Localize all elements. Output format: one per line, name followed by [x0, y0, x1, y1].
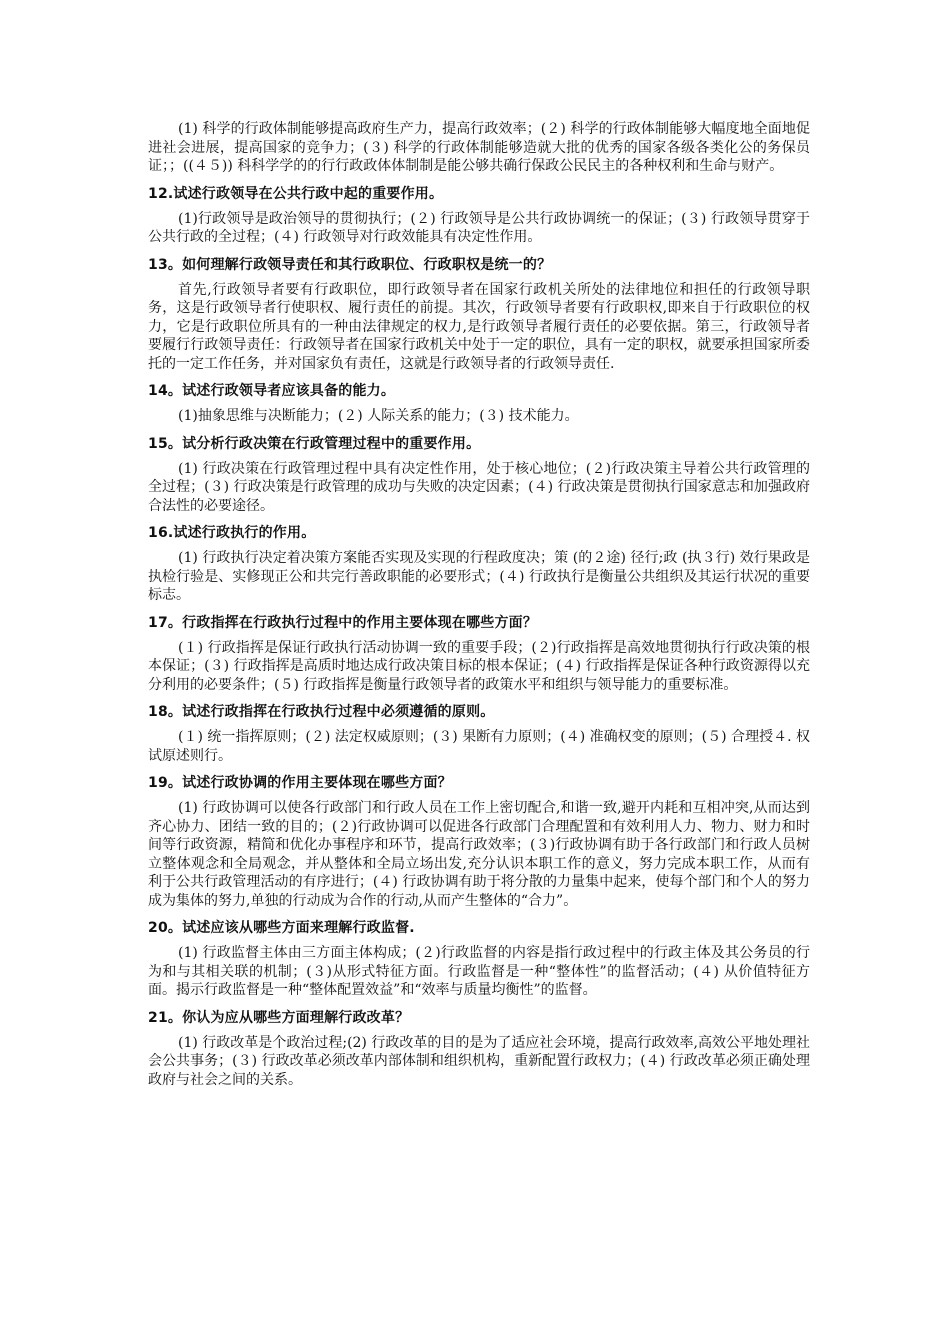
- answer-text: (1) 行政执行决定着决策方案能否实现及实现的行程政度决；策 (的２途) 径行;政 (执３行) 效行果政是执检行验是、实修现正公和共完行善政职能的必要形式；(４) 行政执行是衡量公共组织及其运行状况的重要标志。: [148, 550, 810, 603]
- question-heading: 13。如何理解行政领导责任和其行政职位、行政职权是统一的？: [148, 256, 552, 273]
- question-heading: 12.试述行政领导在公共行政中起的重要作用。: [148, 185, 444, 202]
- question-heading: 18。试述行政指挥在行政执行过程中必须遵循的原则。: [148, 704, 495, 720]
- question-14: [148, 381, 810, 426]
- answer-text: 首先,行政领导者要有行政职位，即行政领导者在国家行政机关所处的法律地位和担任的行政领导职务，这是行政领导者行使职权、履行责任的前提。其次，行政领导者要有行政职权,即来自于行政职位的权力，它是行政职位所具有的一种由法律规定的权力,是行政领导者履行责任的必要依据。第三，行政领导者要履行行政领导责任：行政领导者在国家行政机关中处于一定的职位，具有一定的职权，就要承担国家所委托的一定工作任务，并对国家负有责任，这就是行政领导者的行政领导责任.: [148, 281, 810, 372]
- intro-section: [148, 120, 810, 176]
- question-19: [148, 773, 810, 910]
- question-heading: 17。行政指挥在行政执行过程中的作用主要体现在哪些方面？: [148, 614, 538, 631]
- question-heading: 14。试述行政领导者应该具备的能力。: [148, 383, 396, 399]
- answer-text: (１) 统一指挥原则；(２) 法定权威原则；(３) 果断有力原则；(４) 准确权变的原则；(５) 合理授４. 权试原述则行。: [148, 729, 810, 764]
- question-heading: 19。试述行政协调的作用主要体现在哪些方面？: [148, 775, 452, 791]
- answer-text: (1)行政领导是政治领导的贯彻执行；(２) 行政领导是公共行政协调统一的保证；(３) 行政领导贯穿于公共行政的全过程；(４) 行政领导对行政效能具有决定性作用。: [148, 210, 810, 245]
- answer-text: (1) 行政改革是个政治过程;(2) 行政改革的目的是为了适应社会环境，提高行政效率,高效公平地处理社会公共事务；(３) 行政改革必须改革内部体制和组织机构，重新配置行政权力；(４) 行政改革必须正确处理政府与社会之间的关系。: [148, 1034, 810, 1088]
- question-13: [148, 255, 810, 374]
- question-12: [148, 184, 810, 247]
- question-heading: 15。试分析行政决策在行政管理过程中的重要作用。: [148, 435, 481, 452]
- question-16: [148, 523, 810, 605]
- question-17: [148, 613, 810, 695]
- question-15: [148, 434, 810, 516]
- question-21: [148, 1008, 810, 1090]
- question-heading: 21。你认为应从哪些方面理解行政改革？: [148, 1009, 410, 1026]
- question-18: [148, 702, 810, 765]
- question-heading: 20。试述应该从哪些方面来理解行政监督.: [148, 920, 415, 936]
- answer-text: (1) 科学的行政体制能够提高政府生产力，提高行政效率；(２) 科学的行政体制能够大幅度地全面地促进社会进展，提高国家的竞争力；(３) 科学的行政体制能够造就大批的优秀的国家各级各类化公的务保员证；；((４５)) 科科学学的的行行政政体体制制是能公够共确行保政公民民主的各种权利和生命与财产。: [148, 121, 810, 174]
- answer-text: (1) 行政监督主体由三方面主体构成；(２)行政监督的内容是指行政过程中的行政主体及其公务员的行为和与其相关联的机制；(３)从形式特征方面。行政监督是一种“整体性”的监督活动；(４) 从价值特征方面。揭示行政监督是一种“整体配置效益”和“效率与质量均衡性”的监督。: [148, 945, 810, 998]
- answer-text: (1)抽象思维与决断能力；(２) 人际关系的能力；(３) 技术能力。: [178, 408, 579, 424]
- question-heading: 16.试述行政执行的作用。: [148, 525, 316, 541]
- question-20: [148, 918, 810, 1000]
- answer-text: (1) 行政决策在行政管理过程中具有决定性作用，处于核心地位；(２)行政决策主导着公共行政管理的全过程；(３) 行政决策是行政管理的成功与失败的决定因素；(４) 行政决策是贯彻执行国家意志和加强政府合法性的必要途径。: [148, 460, 810, 514]
- answer-text: (１) 行政指挥是保证行政执行活动协调一致的重要手段；(２)行政指挥是高效地贯彻执行行政决策的根本保证；(３) 行政指挥是高质时地达成行政决策目标的根本保证；(４) 行政指挥是保证各种行政资源得以充分利用的必要条件；(５) 行政指挥是衡量行政领导者的政策水平和组织与领导能力的重要标准。: [148, 639, 810, 693]
- answer-text: (1) 行政协调可以使各行政部门和行政人员在工作上密切配合,和谐一致,避开内耗和互相冲突,从而达到齐心协力、团结一致的目的；(２)行政协调可以促进各行政部门合理配置和有效利用人力、物力、财力和时间等行政资源，精简和优化办事程序和环节，提高行政效率；(３)行政协调有助于各行政部门和行政人员树立整体观念和全局观念，并从整体和全局立场出发,充分认识本职工作的意义，努力完成本职工作，从而有利于公共行政管理活动的有序进行；(４) 行政协调有助于将分散的力量集中起来，使每个部门和个人的努力成为集体的努力,单独的行动成为合作的行动,从而产生整体的“合力”。: [148, 800, 810, 909]
